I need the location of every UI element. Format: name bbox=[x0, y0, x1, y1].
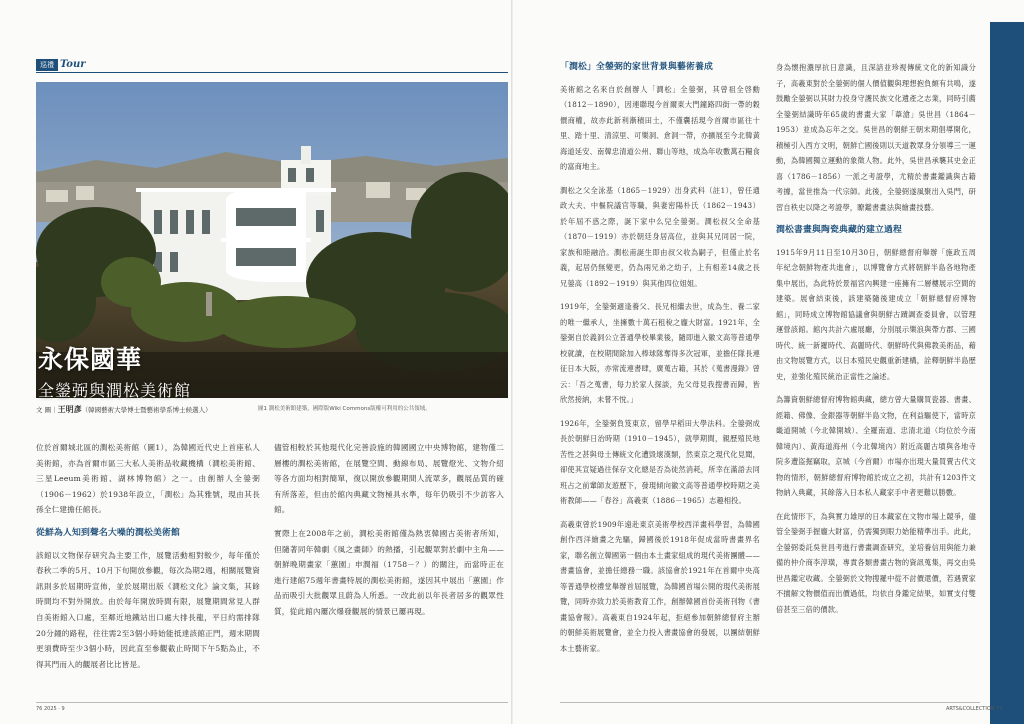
column-4-paragraph-1: 身為懷抱濃厚抗日意識，且深諳並珍視傳統文化的新知識分子，高羲東對於全鎣弼的個人價值觀與理想抱負頗有共鳴，遂鼓勵全鎣弼以其財力投身守護民族文化遺產之志業，同時引薦全鎣弼結識時年65歲的書畫大家「葦滄」吳世昌（1864－1953）並成為忘年之交。吳世昌的朝鮮王朝末期倡導開化，積極引入西方文明，朝鮮亡國後則以天道教眾身分領導三一運動，為韓國獨立運動的象徵人物。此外，吳世昌承襲其史金正喜（1786－1856）一派之考證學，尤精於書畫鑑識與古籍考據，當世推為一代宗師。此後，全鎣弼遂風聚出入吳門，研習自秩史以降之考證學，瞭鑑書畫法與繪畫技藝。 bbox=[776, 63, 976, 212]
column-3-paragraph-4: 1926年，全鎣弼負笈東京，留學早稻田大學法科。全鎣弼成長於朝鮮日治時期（1910－1945），就學期間，親歷殖民地苦性之甚與母土傳統文化遭毀壞漢類，然東京之現代化見聞，卻使其宣疑過往保存文化總是否為徒然消耗，所幸在滿語去同班占之前輩師友遊歷下，發現傾向徽文高等普通學校時期之美術教師——「春谷」高羲東（1886－1965）志趣相投。 bbox=[560, 418, 760, 505]
column-1-paragraph-1: 位於首爾城北區的澗松美術館（圖1），為韓國近代史上首座私人美術館，亦為首爾市區三大私人美術品收藏機構（澗松美術館、三星Leeum美術館、湖林博物館）之一。由創辦人全鎣弼（1906－1962）於1938年設立，「澗松」為其雅號，現由其長孫全仁建擔任館長。 bbox=[36, 443, 260, 515]
column-2-paragraph-2: 實際上在2008年之前，澗松美術館僅為熱衷韓國古美術者所知，但隨著同年韓劇《風之畫師》的熱播，引起觀眾對於劇中主角——朝鮮晚期畫家「蕙園」申潤福（1758－？）的關注，而當時正在進行建館75週年書畫特展的澗松美術館，遂因其中展出「蕙園」作品而吸引大批觀眾且蔚為人所悉。一改此前以年長者居多的觀眾性質，從此館內屢次爆發觀展的情景已屢再現。 bbox=[274, 528, 504, 616]
section-label-en: Tour bbox=[60, 59, 86, 70]
section-label bbox=[36, 58, 86, 71]
footer-rule-right bbox=[560, 702, 980, 703]
author-prefix: 文 圖｜ bbox=[36, 406, 58, 414]
column-3-paragraph-3: 1919年，全鎣弼適逢養父、長兄相繼去世，成為生、養二家的唯一繼承人，坐擁數十萬石租稅之龐大財富。1921年，全鎣弼自於義洞公立普通學校畢業後，隨即進入徽文高等普通學校就讀，在校期間除加入棒球隊奪得多次冠軍，並擔任隊長連征日本大阪，亦常流連書肆，廣蒐古籍，其於《蒐書漫錄》曾云：「吾之蒐書，每力於家人探談，先父母見我搜書而歸，皆欣然接納，未嘗不悅。」 bbox=[560, 302, 760, 404]
footer-rule-left bbox=[36, 702, 508, 703]
column-2-paragraph-1: 儘管相較於其他現代化完善設施的韓國國立中央博物館，建物僅二層樓的澗松美術館，在展覽空間、動線布局、展覽燈光、文物介紹等各方面均相對簡單，復以開放參觀期間人流眾多，觀展品質的確有所落差，但由於館內典藏文物極具水準，每年仍吸引不少訪客入館。 bbox=[274, 443, 504, 515]
photo-caption: 圖1 澗松美術館建築，國際版Wiki Commons版權可利用的公共領域。 bbox=[258, 406, 431, 412]
column-4-paragraph-4: 在此情形下，為與實力雄厚的日本藏家在文物市場上競爭，儘管全鎣弼手握龐大財富，仍需獨到眼力始能精準出手。此此，全鎣弼委託吳世昌考進行書畫調查研究，並培養信用與能力兼備的仲介商李淳璜，專責各類書畫古物的資訊蒐集，再交由吳世昌鑑定收藏。全鎣弼於文物搜羅中從不討價還價，若遇賣家不擅解文物價值而出價過低，均依自身鑑定結果，如實支付雙倍甚至三倍的價款。 bbox=[776, 511, 976, 614]
column-3-heading: 「澗松」全鎣弼的家世背景與藝術養成 bbox=[560, 62, 713, 72]
right-edge-color-tab bbox=[990, 22, 1024, 724]
column-3 bbox=[560, 60, 760, 664]
section-label-zh: 巡禮 bbox=[36, 59, 58, 71]
column-1-heading: 從鮮為人知到聲名大噪的澗松美術館 bbox=[36, 527, 180, 538]
column-4-paragraph-3: 為籌資朝鮮總督府博物館典藏，總方曾大量購買瓷器、書畫、經籍、佛像、金銀器等朝鮮半島文物，在利益驅使下，當時京畿道開城（今北韓開城）、全羅南道、忠清北道（均位於今南韓境內）、黃海道海州（今北韓境內）附近高麗古墳與各地寺院多遭盜掘竊取，京城（今首爾）市場亦出現大量買賣古代文物的情形，朝鮮總督府博物館於成立之初，共計有1203件文物納入典藏，其餘落入日本私人藏家手中者更難以勝數。 bbox=[776, 395, 976, 497]
author-name: 王明彥 bbox=[57, 405, 82, 414]
author-affiliation: （韓國藝術大學博士暨藝術學系博士候選人） bbox=[81, 406, 212, 414]
footer-left-folio: 76 2025 · 9 bbox=[36, 706, 65, 712]
column-3-paragraph-5: 高羲東曾於1909年遠赴東京美術學校西洋畫科學習，為韓國創作西洋繪畫之先驅，歸國後於1918年促成當時書畫界名家，聯名創立韓國第一個由本土畫家組成的現代美術團體——書畫協會，並擔任總務一職。該協會於1921年在首爾中央高等普通學校禮堂舉辦首屆展覽，為韓國首場公開的現代美術展覽，同時亦致力於美術教育工作，創辦韓國首份美術刊物《書畫協會報》。高羲東自1924年起，拒絕參加朝鮮總督府主辦的朝鮮美術展覽會，並全力投入書畫協會的發展，以團結朝鮮本土藝術家。 bbox=[560, 519, 760, 653]
column-4 bbox=[776, 60, 976, 625]
column-4-heading: 澗松書畫與陶瓷典藏的建立過程 bbox=[776, 225, 902, 235]
article-title: 永保國華 bbox=[38, 345, 143, 374]
column-3-paragraph-2: 澗松之父全泳基（1865－1929）出身武科（註1），曾任通政大夫、中樞院議官等職，與妻密陽朴氏（1862－1943）於年屆不惑之際，誕下家中么兒全鎣弼。澗松叔父全命基（1870－1919）亦於朝廷身居高位，並與其兄同居一院，家族和睦融洽。澗松甫誕生即由叔父收為嗣子，但僅止於名義，起居仍無變更，仍為兩兄弟之幼子，上有相差14歲之長兄鎣高（1892－1919）與其他四位姐姐。 bbox=[560, 185, 760, 288]
page-gutter bbox=[511, 0, 513, 724]
column-1-paragraph-2: 該館以文物保存研究為主要工作，展覽活動相對較少，每年僅於春秋二季的5月、10月下旬開放參觀，每次為期2週，相關展覽資訊則多於屆期時宣佈，並於展期出版《澗松文化》論文集，其餘時間均不對外開放。由於每年開放時間有限，展覽期間常見人群自美術館入口處，至鄰近地鐵站出口處大排長龍，平日約需排隊20分鐘的路程，往往需2至3個小時始能抵達該館正門，週末期間更須費時至少3個小時，因此直至參觀截止時間下午5點為止，不得其門而入的觀展者比比皆是。 bbox=[36, 550, 260, 669]
section-rule bbox=[36, 72, 508, 73]
column-1 bbox=[36, 440, 260, 680]
column-4-paragraph-2: 1915年9月11日至10月30日，朝鮮總督府舉辦「施政五周年紀念朝鮮物產共進會」，以博覽會方式將朝鮮半島各地物產集中展出，為此特於景福宮內興建一座擁有二層樓展示空間的建築。展會結束後，該建築隨後建成立「朝鮮總督府博物館」，同時成立博物館協議會與朝鮮古蹟調查委員會，以管理運營該館。館內共計六處展廳，分別展示樂浪與帶方郡、三國時代、統一新羅時代、高麗時代、朝鮮時代與佛教美術品，藉由文物展覽方式，以日本殖民史觀重新建構，詮釋朝鮮半島歷史，並強化殖民統治正當性之論述。 bbox=[776, 247, 976, 381]
article-subtitle: 全鎣弼與澗松美術館 bbox=[38, 381, 192, 400]
column-3-paragraph-1: 美術館之名來自於創辦人「澗松」全鎣弼，其曾祖全啓勳（1812－1890），因連聯現今首爾東大門鐘路四街一帶的穀價商權，故亦此新利漸積田土，不僅囊括現今首爾市區往十里、踏十里、清涼里、可樂洞、倉洞一帶，亦擴展至今北韓黃海道延安、南韓忠清道公州、聯山等地，成為年收數萬石糧食的富商地主。 bbox=[560, 84, 760, 171]
author-line bbox=[36, 404, 212, 415]
article-title-block bbox=[38, 340, 191, 401]
column-2 bbox=[274, 440, 504, 628]
footer-right-folio: ARTS&COLLECTION 77 bbox=[946, 706, 1003, 712]
